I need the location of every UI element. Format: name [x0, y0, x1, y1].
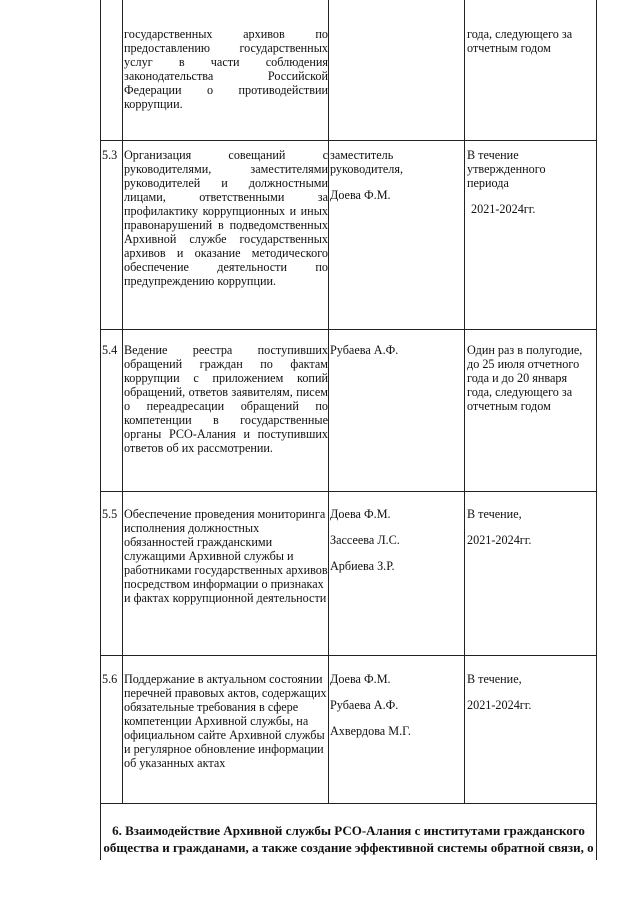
table-cell-responsible	[330, 672, 460, 738]
table-cell-number: 5.4	[102, 343, 118, 357]
responsible-line: заместитель руководителя,	[330, 148, 404, 176]
row-divider	[100, 803, 597, 804]
section-heading: 6. Взаимодействие Архивной службы РСО-Алания с институтами гражданского общества и гражданами, а также создание эффективной системы обратной связи, о	[103, 823, 594, 855]
table-cell-description: Обеспечение проведения мониторинга исполнения должностных обязанностей гражданскими служащими Архивной службы и работниками государственных архивов посредством информации о признаках и фактах коррупционной деятельности	[124, 507, 328, 605]
column-divider-responsible	[464, 0, 465, 803]
table-cell-responsible	[330, 507, 460, 573]
table-cell-number: 5.3	[102, 148, 118, 162]
responsible-line: Зассеева Л.С.	[330, 533, 400, 547]
table-cell-description: государственных архивов по предоставлению государственных услуг в части соблюдения законодательства Российской Федерации о противодействии коррупции.	[124, 27, 328, 111]
table-cell-responsible	[330, 148, 460, 202]
column-divider-description	[328, 0, 329, 803]
table-cell-term	[467, 507, 595, 547]
table-cell-term	[467, 343, 595, 413]
table-border-right	[596, 0, 597, 860]
term-line: года, следующего за отчетным годом	[467, 27, 573, 55]
term-line: Один раз в полугодие, до 25 июля отчетного года и до 20 января года, следующего за отчетным годом	[467, 343, 583, 413]
row-divider	[100, 655, 597, 656]
column-divider-num	[122, 0, 123, 803]
row-divider	[100, 140, 597, 141]
term-line: 2021-2024гг.	[467, 698, 532, 712]
table-cell-number: 5.6	[102, 672, 118, 686]
table-cell-description: Ведение реестра поступивших обращений граждан по фактам коррупции с приложением копий обращений, ответов заявителям, писем о переадресации обращений по компетенции в государственные органы РСО-Алания и поступивших ответов об их рассмотрении.	[124, 343, 328, 455]
table-cell-term	[467, 27, 595, 55]
table-cell-number: 5.5	[102, 507, 118, 521]
responsible-line: Доева Ф.М.	[330, 507, 391, 521]
table-cell-description: Поддержание в актуальном состоянии перечней правовых актов, содержащих обязательные требования в сфере компетенции Архивной службы, на официальном сайте Архивной службы и регулярное обновление информации об указанных актах	[124, 672, 327, 770]
table-cell-responsible	[330, 343, 460, 357]
responsible-line: Рубаева А.Ф.	[330, 698, 399, 712]
table-cell-description: Организация совещаний с руководителями, заместителями руководителей и должностными лицами, ответственными за профилактику коррупционных и иных правонарушений в подведомственных Архивной службе государственных архивов и оказание методического обеспечение деятельности по предупреждению коррупции.	[124, 148, 328, 288]
responsible-line: Доева Ф.М.	[330, 672, 391, 686]
responsible-line: Ахвердова М.Г.	[330, 724, 411, 738]
row-divider	[100, 329, 597, 330]
responsible-line: Доева Ф.М.	[330, 188, 391, 202]
table-cell-term	[467, 148, 557, 216]
table-cell-term	[467, 672, 595, 712]
term-line: В течение,	[467, 507, 522, 521]
term-line: В течение утвержденного периода	[467, 148, 546, 190]
measures-table	[100, 0, 597, 860]
term-line: 2021-2024гг.	[467, 533, 532, 547]
row-divider	[100, 491, 597, 492]
responsible-line: Рубаева А.Ф.	[330, 343, 399, 357]
term-line: В течение,	[467, 672, 522, 686]
responsible-line: Арбиева З.Р.	[330, 559, 395, 573]
term-line: 2021-2024гг.	[471, 202, 536, 216]
table-border-left	[100, 0, 101, 860]
